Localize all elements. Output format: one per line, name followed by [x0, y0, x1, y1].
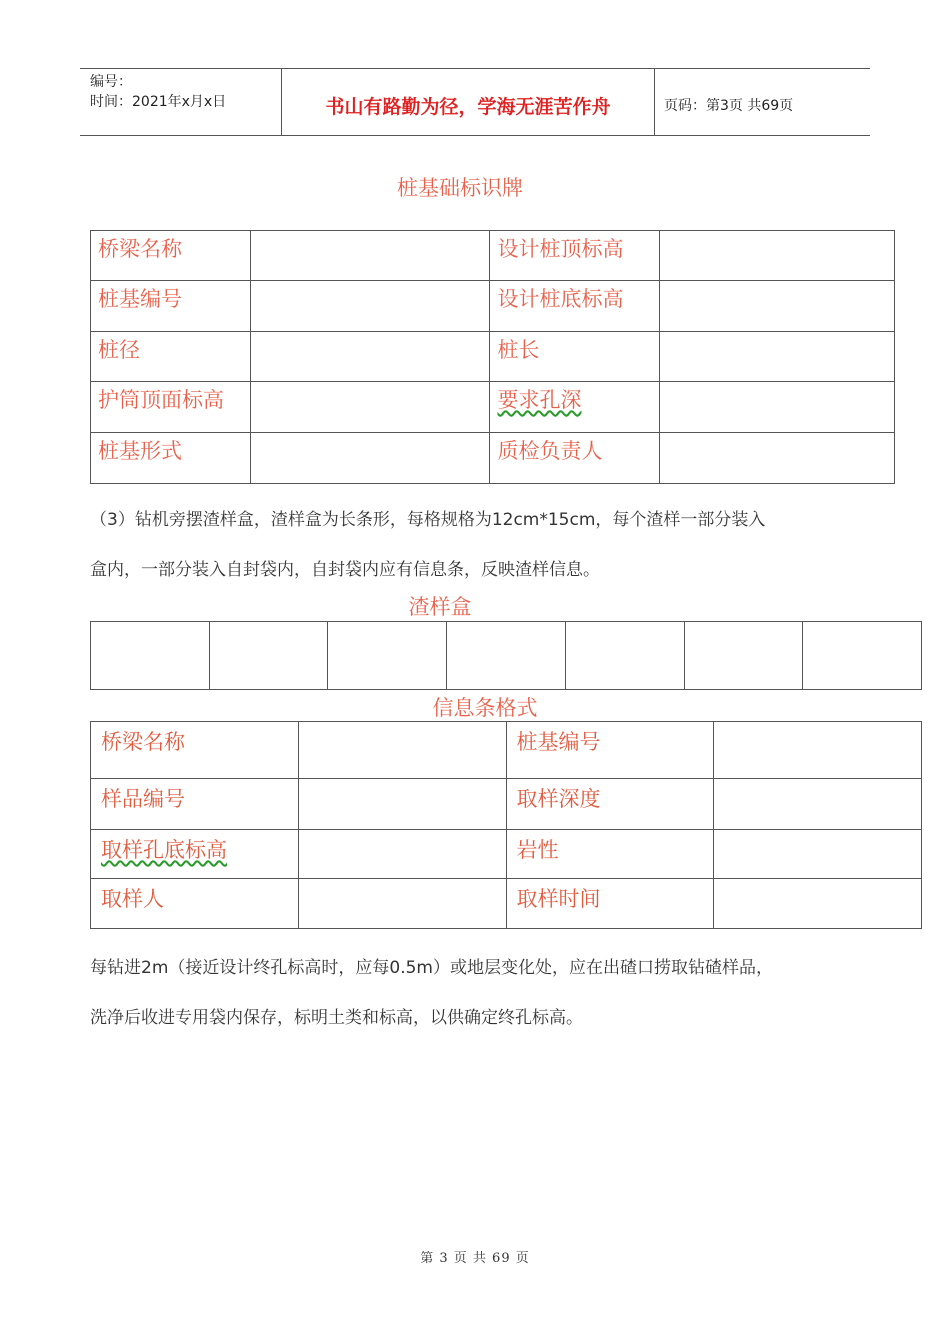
header-divider-2: [654, 68, 655, 136]
table-cell-empty: [714, 879, 922, 929]
table-cell-empty: [714, 830, 922, 879]
info-strip-table: [90, 721, 922, 929]
header-bottom-border: [80, 135, 870, 136]
table-cell-empty: [298, 722, 506, 779]
table-cell: [490, 332, 660, 382]
header-motto: 书山有路勤为径，学海无涯苦作舟: [325, 96, 611, 118]
sample-box-title: 渣样盒: [408, 595, 472, 619]
table-cell: [506, 879, 714, 929]
footer-page-number: 第 3 页 共 69 页: [420, 1251, 530, 1266]
pile-sign-table: [90, 230, 895, 484]
table-cell-empty: [660, 231, 895, 281]
table-cell: [490, 433, 660, 484]
info-strip-title: 信息条格式: [432, 696, 538, 720]
table-cell-empty: [660, 281, 895, 332]
table-cell-empty: [250, 231, 490, 281]
table-cell: [91, 722, 299, 779]
table-cell: [91, 281, 251, 332]
sample-box-cell: [565, 622, 684, 690]
cell-label: 桥梁名称: [98, 237, 182, 261]
cell-label: 样品编号: [101, 787, 185, 811]
table-cell: [91, 382, 251, 433]
table-cell: [490, 382, 660, 433]
sample-box-cell: [684, 622, 803, 690]
cell-label: 取样深度: [516, 787, 601, 811]
date-label: 时间：2021年x月x日: [90, 94, 227, 110]
table-row: [91, 281, 895, 332]
table-cell: [490, 281, 660, 332]
table-row: [91, 382, 895, 433]
paragraph-line: 盒内，一部分装入自封袋内，自封袋内应有信息条，反映渣样信息。: [90, 560, 600, 580]
table-row: [91, 231, 895, 281]
header-top-border: [80, 68, 870, 69]
cell-label: 取样人: [101, 887, 164, 911]
table-cell-empty: [714, 779, 922, 830]
paragraph-line: 洗净后收进专用袋内保存，标明土类和标高，以供确定终孔标高。: [90, 1008, 583, 1028]
sample-box-cell: [328, 622, 447, 690]
table-row: [91, 433, 895, 484]
table-row: [91, 332, 895, 382]
table-cell-empty: [250, 433, 490, 484]
table-cell: [91, 779, 299, 830]
cell-label: 设计桩顶标高: [497, 237, 624, 261]
table-cell: [91, 879, 299, 929]
cell-label: 岩性: [516, 838, 559, 862]
cell-label: 取样孔底标高: [101, 838, 227, 862]
header-meta: [90, 72, 226, 112]
cell-label: 桩基形式: [98, 439, 182, 463]
table-cell-empty: [660, 433, 895, 484]
table-cell: [91, 433, 251, 484]
cell-label: 桩长: [497, 338, 540, 362]
table-cell-empty: [250, 281, 490, 332]
sample-box-cell: [447, 622, 566, 690]
table-cell-empty: [714, 722, 922, 779]
cell-label: 护筒顶面标高: [98, 388, 224, 412]
cell-label: 要求孔深: [497, 388, 582, 412]
table-cell: [506, 779, 714, 830]
table-cell-empty: [298, 830, 506, 879]
table-row: [91, 622, 922, 690]
pile-sign-title: 桩基础标识牌: [397, 176, 523, 200]
header-page-number: 页码：第3页 共69页: [664, 98, 794, 114]
serial-label: 编号：: [90, 74, 132, 90]
table-cell-empty: [250, 382, 490, 433]
table-cell-empty: [660, 382, 895, 433]
cell-label: 质检负责人: [497, 439, 603, 463]
table-row: [91, 722, 922, 779]
cell-label: 取样时间: [516, 887, 601, 911]
table-cell-empty: [298, 879, 506, 929]
table-cell: [91, 231, 251, 281]
cell-label: 桩径: [98, 338, 140, 362]
table-cell: [490, 231, 660, 281]
cell-label: 桩基编号: [516, 730, 601, 754]
table-cell: [91, 830, 299, 879]
table-row: [91, 879, 922, 929]
table-cell-empty: [660, 332, 895, 382]
table-cell-empty: [250, 332, 490, 382]
paragraph-line: （3）钻机旁摆渣样盒，渣样盒为长条形，每格规格为12cm*15cm，每个渣样一部分装入: [90, 510, 766, 530]
sample-box-cell: [209, 622, 328, 690]
table-row: [91, 779, 922, 830]
cell-label: 桥梁名称: [101, 730, 185, 754]
sample-box-cell: [91, 622, 210, 690]
cell-label: 桩基编号: [98, 287, 182, 311]
table-cell-empty: [298, 779, 506, 830]
table-cell: [506, 722, 714, 779]
sample-box-cell: [803, 622, 922, 690]
table-row: [91, 830, 922, 879]
cell-label: 设计桩底标高: [497, 287, 624, 311]
paragraph-line: 每钻进2m（接近设计终孔标高时，应每0.5m）或地层变化处，应在出碴口捞取钻碴样品，: [90, 958, 773, 978]
table-cell: [91, 332, 251, 382]
sample-box-grid: [90, 621, 922, 690]
table-cell: [506, 830, 714, 879]
